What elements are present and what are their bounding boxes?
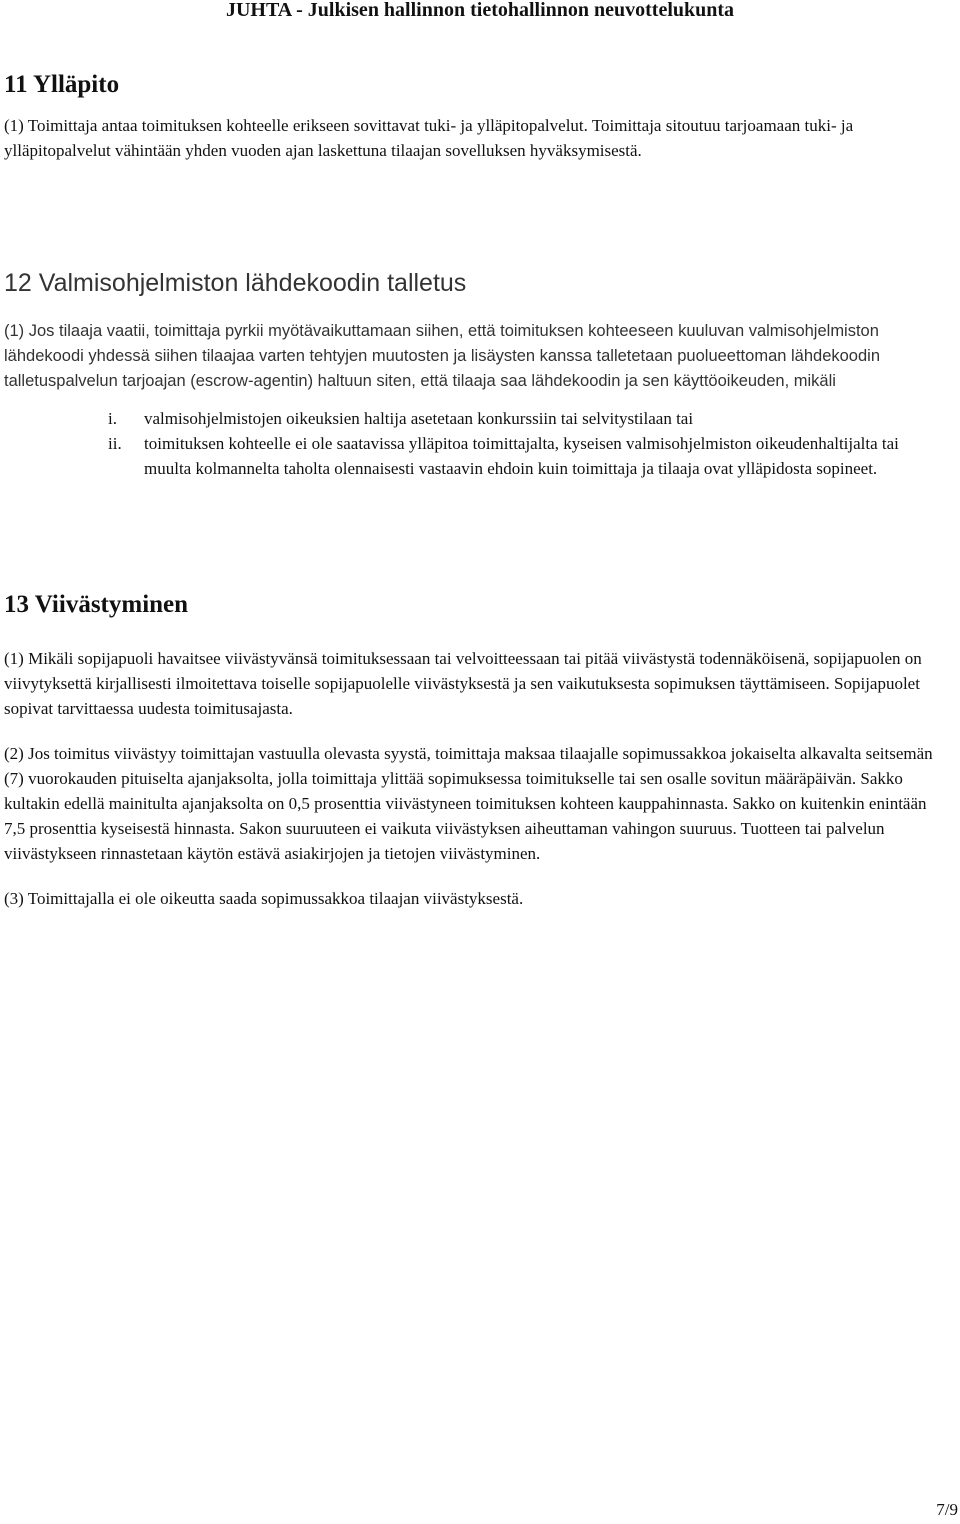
section-13-viivastyminen	[4, 590, 944, 931]
list-item-number: i.	[108, 409, 117, 428]
section-12-lahdekoodin-talletus	[4, 268, 944, 497]
list-item	[4, 431, 944, 481]
section-12-paragraph-1: (1) Jos tilaaja vaatii, toimittaja pyrkii myötävaikuttamaan siihen, että toimituksen kohteeseen kuuluvan valmisohjelmiston lähdekoodi yhdessä siihen tilaajaa varten tehtyjen muutosten ja lisäysten kanssa talletetaan puolueettoman lähdekoodin talletuspalvelun tarjoajan (escrow-agentin) haltuun siten, että tilaaja saa lähdekoodin ja sen käyttöoikeuden, mikäli	[4, 322, 880, 390]
list-item-text: toimituksen kohteelle ei ole saatavissa ylläpitoa toimittajalta, kyseisen valmisohjelmiston oikeudenhaltijalta tai muulta kolmannelta taholta olennaisesti vastaavin ehdoin kuin toimittaja ja tilaaja ovat ylläpidosta sopineet.	[144, 434, 899, 478]
section-13-paragraph-3: (3) Toimittajalla ei ole oikeutta saada sopimussakkoa tilaajan viivästyksestä.	[4, 889, 524, 908]
list-item-number: ii.	[108, 434, 122, 453]
list-item-text: valmisohjelmistojen oikeuksien haltija asetetaan konkurssiin tai selvitystilaan tai	[144, 409, 694, 428]
section-11-paragraph-1: (1) Toimittaja antaa toimituksen kohteelle erikseen sovittavat tuki- ja ylläpitopalvelut. Toimittaja sitoutuu tarjoamaan tuki- ja ylläpitopalvelut vähintään yhden vuoden ajan laskettuna tilaajan sovelluksen hyväksymisestä.	[4, 116, 854, 160]
section-12-heading: 12 Valmisohjelmiston lähdekoodin talletus	[4, 269, 467, 297]
section-11-heading: 11 Ylläpito	[4, 71, 120, 98]
section-13-paragraph-1: (1) Mikäli sopijapuoli havaitsee viivästyvänsä toimituksessaan tai velvoitteessaan tai pitää viivästystä todennäköisenä, sopijapuolen on viivytyksettä kirjallisesti ilmoitettava toiselle sopijapuolelle viivästyksestä ja sen vaikutuksesta sopimuksen täyttämiseen. Sopijapuolet sopivat tarvittaessa uudesta toimitusajasta.	[4, 649, 922, 718]
section-13-heading: 13 Viivästyminen	[4, 591, 189, 618]
section-13-paragraph-2: (2) Jos toimitus viivästyy toimittajan vastuulla olevasta syystä, toimittaja maksaa tilaajalle sopimussakkoa jokaiselta alkavalta seitsemän (7) vuorokauden pituiselta ajanjaksolta, jolla toimittaja ylittää sopimuksessa toimitukselle tai sen osalle sovitun määräpäivän. Sakko kultakin edellä mainitulta ajanjaksolta on 0,5 prosenttia viivästyneen toimituksen kohteen kauppahinnasta. Sakko on kuitenkin enintään 7,5 prosenttia kyseisestä hinnasta. Sakon suuruuteen ei vaikuta viivästyksen aiheuttaman vahingon suuruus. Tuotteen tai palvelun viivästykseen rinnastetaan käytön estävä asiakirjojen ja tietojen viivästyminen.	[4, 744, 933, 863]
page-number: 7/9	[936, 1500, 958, 1519]
section-11-yllapito	[4, 70, 944, 163]
document-header: JUHTA - Julkisen hallinnon tietohallinnon neuvottelukunta	[225, 0, 735, 21]
list-item	[4, 406, 944, 431]
section-12-conditions-list	[4, 406, 944, 481]
